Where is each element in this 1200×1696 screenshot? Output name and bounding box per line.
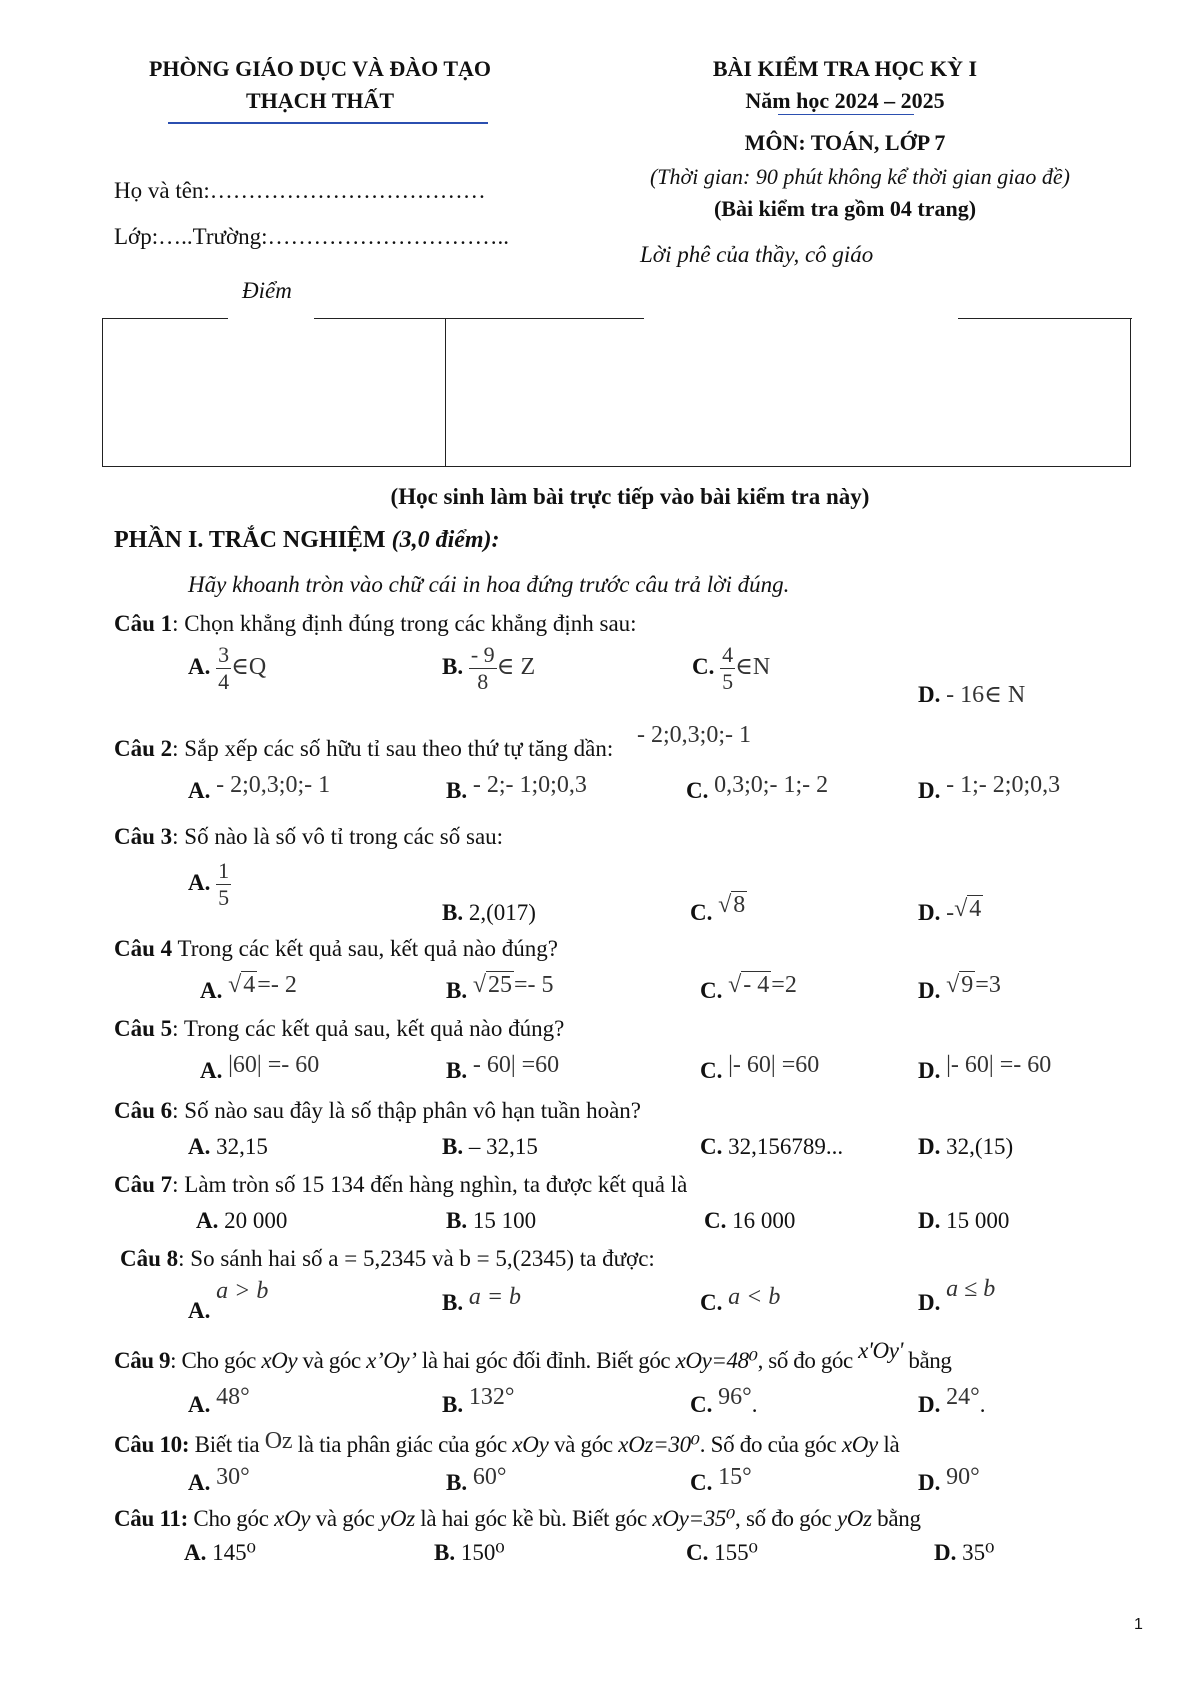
question-label: Câu 7 xyxy=(114,1172,173,1197)
option-label: B. xyxy=(442,1290,464,1315)
question-label: Câu 11: xyxy=(114,1506,188,1531)
q10-option-c[interactable] xyxy=(690,1464,752,1497)
question-text: bằng xyxy=(871,1506,921,1531)
option-label: C. xyxy=(700,978,723,1003)
q7-option-b[interactable] xyxy=(446,1208,536,1234)
option-label: D. xyxy=(918,900,941,925)
math-expr: =- 5 xyxy=(514,972,554,998)
q9-option-a[interactable] xyxy=(188,1384,250,1419)
option-label: D. xyxy=(918,778,941,803)
q1-option-d[interactable] xyxy=(918,680,1025,709)
option-label: B. xyxy=(446,1058,468,1083)
class-field[interactable]: Lớp:…..Trường:………………………….. xyxy=(114,224,510,249)
fraction: $\frac{1}{5}$ xyxy=(218,858,230,910)
box-top-mid xyxy=(314,318,644,319)
option-label: B. xyxy=(442,900,464,925)
option-label: B. xyxy=(446,1470,468,1495)
q4-option-b[interactable] xyxy=(446,972,554,1005)
math-var: xOz=30⁰ xyxy=(618,1432,700,1457)
option-value: 2,(017) xyxy=(468,900,536,925)
math-var: xOy xyxy=(512,1432,549,1457)
part1-hint: Hãy khoanh tròn vào chữ cái in hoa đứng trước câu trả lời đúng. xyxy=(188,572,790,597)
question-label: Câu 2 xyxy=(114,736,173,761)
math-var: x'Oy' xyxy=(858,1338,904,1363)
question-text: : Sắp xếp các số hữu tỉ sau theo thứ tự tăng dần: xyxy=(172,736,614,761)
q5-option-b[interactable] xyxy=(446,1052,560,1085)
fraction: $\frac{4}{5}$ xyxy=(722,642,734,694)
math-expr: - 16∈ N xyxy=(946,682,1026,708)
math-expr: 96° xyxy=(718,1384,752,1410)
math-var: xOy xyxy=(261,1348,298,1373)
math-expr: 48° xyxy=(216,1384,250,1410)
option-label: D. xyxy=(918,1134,941,1159)
option-value: 32,15 xyxy=(216,1134,268,1159)
math-var: xOy=48⁰ xyxy=(675,1348,758,1373)
school-dept: PHÒNG GIÁO DỤC VÀ ĐÀO TẠO xyxy=(148,56,492,81)
math-expr: ∈N xyxy=(735,653,771,680)
option-label: A. xyxy=(188,1470,211,1495)
sqrt-expr: √4 xyxy=(954,896,982,922)
question-text: : Số nào là số vô tỉ trong các số sau: xyxy=(172,824,504,849)
math-expr: |60| =- 60 xyxy=(228,1052,320,1078)
sqrt-expr: √4 xyxy=(228,972,256,998)
math-var: Oz xyxy=(264,1428,293,1454)
score-box[interactable] xyxy=(102,318,446,467)
option-label: C. xyxy=(692,653,715,679)
option-label: C. xyxy=(690,900,713,925)
math-expr: |- 60| =60 xyxy=(728,1052,820,1078)
part1-heading xyxy=(114,527,500,554)
question-6 xyxy=(114,1098,641,1124)
question-text: : So sánh hai số a = 5,2345 và b = 5,(2345) ta được: xyxy=(178,1246,655,1271)
question-text: bằng xyxy=(903,1348,952,1373)
math-expr: |- 60| =- 60 xyxy=(946,1052,1052,1078)
comment-label: Lời phê của thầy, cô giáo xyxy=(640,242,874,267)
q2-option-d[interactable] xyxy=(918,772,1061,805)
question-text: : Số nào sau đây là số thập phân vô hạn tuần hoàn? xyxy=(172,1098,641,1123)
question-text: là hai góc kề bù. Biết góc xyxy=(414,1506,653,1531)
sqrt-expr: √9 xyxy=(946,972,974,998)
header-underline xyxy=(168,122,488,124)
q4-option-a[interactable] xyxy=(200,972,297,1005)
question-text: : Chọn khẳng định đúng trong các khẳng định sau: xyxy=(172,611,637,636)
math-expr: 30° xyxy=(216,1464,250,1490)
option-label: D. xyxy=(918,1208,941,1233)
option-label: C. xyxy=(700,1134,723,1159)
part1-title: PHẦN I. TRẮC NGHIỆM xyxy=(114,527,386,553)
q5-option-d[interactable] xyxy=(918,1052,1052,1085)
option-value: 20 000 xyxy=(224,1208,288,1233)
option-value: 145⁰ xyxy=(212,1540,256,1565)
q8-option-d[interactable] xyxy=(918,1276,996,1317)
q10-option-d[interactable] xyxy=(918,1464,980,1497)
math-expr: ∈ Z xyxy=(496,653,536,680)
math-expr: a > b xyxy=(216,1278,269,1304)
math-expr: a < b xyxy=(728,1284,781,1310)
option-label: D. xyxy=(918,1470,941,1495)
option-value: 155⁰ xyxy=(714,1540,758,1565)
q4-option-d[interactable] xyxy=(918,972,1001,1005)
option-label: C. xyxy=(700,1290,723,1315)
q11-option-d[interactable] xyxy=(934,1540,994,1566)
option-label: D. xyxy=(918,1058,941,1083)
question-label: Câu 3 xyxy=(114,824,173,849)
option-label: A. xyxy=(188,653,211,679)
option-label: A. xyxy=(188,1298,211,1323)
q7-option-c[interactable] xyxy=(704,1208,795,1234)
math-expr: 24° xyxy=(946,1384,980,1410)
question-5 xyxy=(114,1016,564,1042)
question-text: và góc xyxy=(297,1348,367,1373)
option-label: C. xyxy=(686,1540,709,1565)
math-expr: =2 xyxy=(771,972,797,998)
option-label: C. xyxy=(686,778,709,803)
question-10 xyxy=(114,1428,900,1459)
math-var: xOy xyxy=(274,1506,311,1531)
q6-option-d[interactable] xyxy=(918,1134,1013,1160)
math-expr: a = b xyxy=(468,1284,522,1310)
q9-option-c[interactable]: C. 96°. xyxy=(690,1384,758,1417)
q8-option-b[interactable] xyxy=(442,1284,522,1317)
math-expr: - 60| =60 xyxy=(472,1052,560,1078)
comment-box[interactable] xyxy=(444,318,1131,467)
option-label: C. xyxy=(704,1208,727,1233)
option-value: 16 000 xyxy=(732,1208,796,1233)
question-label: Câu 9 xyxy=(114,1348,171,1373)
option-label: D. xyxy=(918,1392,941,1417)
option-label: D. xyxy=(934,1540,957,1565)
question-text: là tia phân giác của góc xyxy=(292,1432,513,1457)
option-label: A. xyxy=(200,978,223,1003)
exam-title: BÀI KIỂM TRA HỌC KỲ I xyxy=(712,56,978,81)
option-label: C. xyxy=(700,1058,723,1083)
instruction: (Học sinh làm bài trực tiếp vào bài kiểm tra này) xyxy=(390,484,870,509)
box-top-right xyxy=(958,318,1132,319)
option-label: C. xyxy=(690,1470,713,1495)
option-label: D. xyxy=(918,682,941,707)
math-var: yOz xyxy=(836,1506,872,1531)
q1-option-b[interactable] xyxy=(442,642,535,695)
q6-option-b[interactable] xyxy=(442,1134,538,1160)
option-label: B. xyxy=(434,1540,456,1565)
q9-option-b[interactable] xyxy=(442,1384,515,1419)
q3-option-a[interactable] xyxy=(188,858,231,911)
q9-option-d[interactable]: D. 24°. xyxy=(918,1384,986,1417)
score-label: Điểm xyxy=(242,278,292,303)
question-text: và góc xyxy=(548,1432,619,1457)
math-expr: a ≤ b xyxy=(946,1276,996,1302)
q7-option-d[interactable] xyxy=(918,1208,1009,1234)
option-label: A. xyxy=(188,778,211,803)
question-label: Câu 6 xyxy=(114,1098,173,1123)
math-expr: 132° xyxy=(468,1384,515,1410)
question-label: Câu 10: xyxy=(114,1432,190,1457)
option-value: – 32,15 xyxy=(468,1134,538,1159)
sqrt-expr: √25 xyxy=(472,972,513,998)
option-value: 150⁰ xyxy=(460,1540,505,1565)
question-text: , số đo góc xyxy=(735,1506,837,1531)
question-4 xyxy=(114,936,558,962)
option-value: 15 100 xyxy=(472,1208,537,1233)
math-expr: =3 xyxy=(975,972,1001,998)
q11-option-b[interactable] xyxy=(434,1540,505,1566)
sqrt-expr: √8 xyxy=(718,892,746,918)
question-text: là xyxy=(877,1432,900,1457)
option-label: B. xyxy=(442,1134,464,1159)
question-text: . Số đo của góc xyxy=(699,1432,842,1457)
year-underline xyxy=(778,114,914,115)
question-text: : Cho góc xyxy=(170,1348,262,1373)
q2-option-a[interactable] xyxy=(188,772,331,805)
option-label: A. xyxy=(188,1392,211,1417)
option-label: A. xyxy=(188,869,211,895)
exam-pages: (Bài kiểm tra gồm 04 trang) xyxy=(713,196,977,221)
question-11 xyxy=(114,1506,921,1532)
name-field[interactable]: Họ và tên:……………………………… xyxy=(114,178,486,203)
part1-points: (3,0 điểm): xyxy=(391,527,500,553)
question-label: Câu 8 xyxy=(120,1246,179,1271)
fraction: $\frac{- 9}{8}$ xyxy=(470,642,495,694)
question-text: Trong các kết quả sau, kết quả nào đúng? xyxy=(172,936,558,961)
option-label: B. xyxy=(442,653,464,679)
q11-option-a[interactable] xyxy=(184,1540,256,1566)
option-label: A. xyxy=(196,1208,219,1233)
question-text: Biết tia xyxy=(189,1432,265,1457)
math-expr: - 2;0,3;0;- 1 xyxy=(216,772,331,798)
math-expr: - xyxy=(946,900,955,926)
q5-option-c[interactable] xyxy=(700,1052,820,1085)
q10-option-a[interactable] xyxy=(188,1464,250,1497)
option-label: B. xyxy=(446,978,468,1003)
math-var: xOy xyxy=(841,1432,878,1457)
math-expr: 90° xyxy=(946,1464,980,1490)
question-text: Cho góc xyxy=(187,1506,275,1531)
subject-title: MÔN: TOÁN, LỚP 7 xyxy=(744,130,946,155)
option-label: D. xyxy=(918,978,941,1003)
question-text: : Làm tròn số 15 134 đến hàng nghìn, ta được kết quả là xyxy=(172,1172,688,1197)
math-var: xOy=35⁰ xyxy=(652,1506,736,1531)
math-expr: - 2;0,3;0;- 1 xyxy=(637,722,751,748)
math-expr: 15° xyxy=(718,1464,752,1490)
math-expr: 60° xyxy=(472,1464,507,1490)
fraction: $\frac{3}{4}$ xyxy=(218,642,230,694)
math-var: x’Oy’ xyxy=(366,1348,417,1373)
q7-option-a[interactable] xyxy=(196,1208,287,1234)
sqrt-expr: √- 4 xyxy=(728,972,770,998)
math-expr: 0,3;0;- 1;- 2 xyxy=(714,772,829,798)
option-value: 15 000 xyxy=(946,1208,1010,1233)
q2-option-c[interactable] xyxy=(686,772,829,805)
option-label: D. xyxy=(918,1290,941,1315)
q11-option-c[interactable] xyxy=(686,1540,758,1566)
district-name: THẠCH THẤT xyxy=(245,88,395,113)
school-year: Năm học 2024 – 2025 xyxy=(745,88,945,113)
option-value: 32,156789... xyxy=(728,1134,844,1159)
question-label: Câu 5 xyxy=(114,1016,173,1041)
q10-option-b[interactable] xyxy=(446,1464,507,1497)
q3-option-b[interactable] xyxy=(442,900,536,926)
option-value: 35⁰ xyxy=(962,1540,995,1565)
option-label: B. xyxy=(446,1208,468,1233)
question-9 xyxy=(114,1338,952,1374)
option-label: A. xyxy=(184,1540,207,1565)
math-expr: - 2;- 1;0;0,3 xyxy=(472,772,587,798)
question-8 xyxy=(120,1246,655,1272)
question-text: : Trong các kết quả sau, kết quả nào đúng? xyxy=(172,1016,565,1041)
question-2 xyxy=(114,722,751,763)
q1-option-a[interactable] xyxy=(188,642,266,695)
q1-option-c[interactable] xyxy=(692,642,770,695)
option-label: B. xyxy=(442,1392,464,1417)
question-label: Câu 1 xyxy=(114,611,173,636)
page-number: 1 xyxy=(1134,1616,1143,1633)
exam-time: (Thời gian: 90 phút không kể thời gian giao đề) xyxy=(649,164,1071,189)
option-label: B. xyxy=(446,778,468,803)
option-label: C. xyxy=(690,1392,713,1417)
question-7 xyxy=(114,1172,687,1198)
q6-option-a[interactable] xyxy=(188,1134,268,1160)
q5-option-a[interactable] xyxy=(200,1052,320,1085)
math-expr: - 1;- 2;0;0,3 xyxy=(946,772,1061,798)
question-label: Câu 4 xyxy=(114,936,173,961)
q8-option-c[interactable] xyxy=(700,1284,781,1317)
option-label: A. xyxy=(200,1058,223,1083)
question-text: và góc xyxy=(310,1506,380,1531)
q3-option-d[interactable] xyxy=(918,896,983,927)
q4-option-c[interactable] xyxy=(700,972,797,1005)
option-label: A. xyxy=(188,1134,211,1159)
math-var: yOz xyxy=(379,1506,415,1531)
question-text: là hai góc đối đỉnh. Biết góc xyxy=(416,1348,676,1373)
q6-option-c[interactable] xyxy=(700,1134,843,1160)
q3-option-c[interactable] xyxy=(690,892,747,927)
math-expr: ∈Q xyxy=(231,653,267,680)
question-1 xyxy=(114,611,637,637)
math-expr: =- 2 xyxy=(257,972,297,998)
q2-option-b[interactable] xyxy=(446,772,587,805)
question-text: , số đo góc xyxy=(757,1348,859,1373)
q8-option-a[interactable] xyxy=(188,1278,269,1325)
box-top-left xyxy=(102,318,228,319)
option-value: 32,(15) xyxy=(946,1134,1014,1159)
question-3 xyxy=(114,824,503,850)
